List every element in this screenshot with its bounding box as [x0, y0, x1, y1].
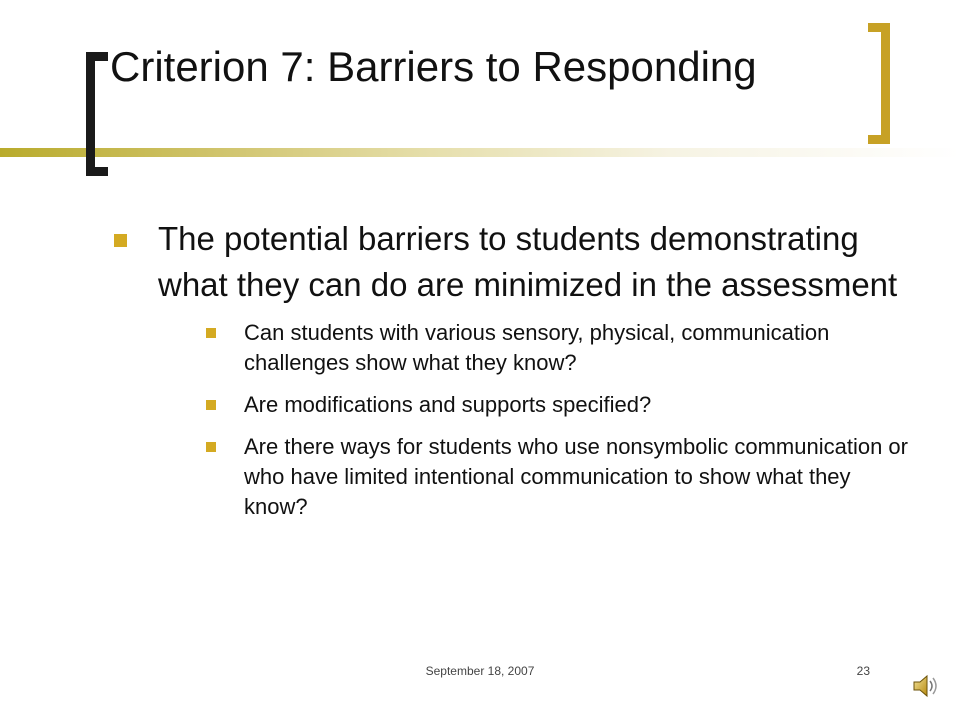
sub-bullet — [112, 318, 912, 378]
left-bracket — [86, 52, 108, 176]
slide-content — [112, 216, 912, 534]
speaker-icon[interactable] — [912, 672, 942, 700]
sub-bullet-text: Can students with various sensory, physical, communication challenges show what they know? — [244, 320, 830, 375]
title-band — [0, 148, 960, 157]
main-bullet — [112, 216, 912, 308]
sub-bullet-list — [112, 318, 912, 522]
bullet-marker — [206, 328, 216, 338]
sub-bullet — [112, 390, 912, 420]
bullet-marker — [206, 400, 216, 410]
bullet-marker — [206, 442, 216, 452]
main-bullet-text: The potential barriers to students demonstrating what they can do are minimized in the assessment — [158, 220, 898, 303]
sub-bullet-text: Are there ways for students who use nonsymbolic communication or who have limited intentional communication to show what they know? — [244, 434, 908, 519]
footer-date: September 18, 2007 — [425, 664, 535, 678]
slide-number: 23 — [856, 664, 870, 678]
bullet-marker — [114, 234, 127, 247]
sub-bullet — [112, 432, 912, 522]
right-bracket — [868, 23, 890, 144]
slide-title: Criterion 7: Barriers to Responding — [110, 43, 757, 90]
sub-bullet-text: Are modifications and supports specified? — [244, 392, 652, 417]
